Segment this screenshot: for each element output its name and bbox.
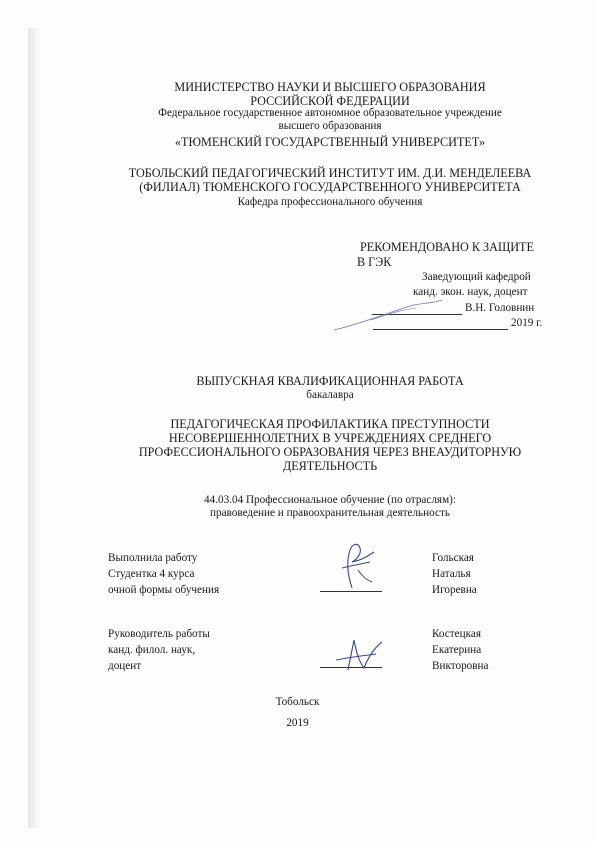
work-type: ВЫПУСКНАЯ КВАЛИФИКАЦИОННАЯ РАБОТА — [196, 374, 464, 388]
ministry-header — [60, 80, 595, 108]
ministry-line-1: МИНИСТЕРСТВО НАУКИ И ВЫСШЕГО ОБРАЗОВАНИЯ — [174, 80, 486, 94]
author-signature-image — [322, 540, 382, 592]
ministry-line-2: РОССИЙСКОЙ ФЕДЕРАЦИИ — [250, 94, 410, 108]
supervisor-name: Костецкая Екатерина Викторовна — [432, 628, 489, 672]
title-line-4: ДЕЯТЕЛЬНОСТЬ — [282, 459, 378, 473]
thesis-title — [60, 417, 595, 473]
branch-header — [60, 166, 595, 194]
approver-signature-image — [330, 296, 450, 336]
institution-header — [60, 107, 595, 133]
footer-year: 2019 — [286, 717, 309, 729]
institution-line-2: высшего образования — [278, 120, 382, 132]
author-role: Выполнила работу Студентка 4 курса очной формы обучения — [108, 552, 220, 596]
footer-city: Тобольск — [275, 696, 320, 708]
branch-line-1: ТОБОЛЬСКИЙ ПЕДАГОГИЧЕСКИЙ ИНСТИТУТ ИМ. Д.И. МЕНДЕЛЕЕВА — [128, 166, 532, 180]
specialty — [60, 494, 595, 520]
institution-line-1: Федеральное государственное автономное образовательное учреждение — [158, 107, 502, 119]
branch-line-2: (ФИЛИАЛ) ТЮМЕНСКОГО ГОСУДАРСТВЕННОГО УНИВЕРСИТЕТА — [139, 180, 521, 194]
approval-year: 2019 г. — [511, 317, 543, 329]
specialty-line-2: правоведение и правоохранительная деятельность — [210, 507, 450, 519]
approver-name: В.Н. Головнин — [465, 302, 535, 314]
recommended-label: РЕКОМЕНДОВАНО К ЗАЩИТЕ — [360, 240, 534, 254]
author-name: Гольская Наталья Игоревна — [432, 552, 477, 596]
approver-degree: канд. экон. наук, доцент — [413, 286, 528, 298]
title-line-3: ПРОФЕССИОНАЛЬНОГО ОБРАЗОВАНИЯ ЧЕРЕЗ ВНЕАУДИТОРНУЮ — [138, 445, 522, 459]
approver-position: Заведующий кафедрой — [422, 271, 531, 283]
department-name: Кафедра профессионального обучения — [237, 196, 423, 208]
title-line-1: ПЕДАГОГИЧЕСКАЯ ПРОФИЛАКТИКА ПРЕСТУПНОСТИ — [170, 417, 490, 431]
gek-label: В ГЭК — [357, 255, 392, 269]
university-name: «ТЮМЕНСКИЙ ГОСУДАРСТВЕННЫЙ УНИВЕРСИТЕТ» — [174, 135, 486, 149]
specialty-line-1: 44.03.04 Профессиональное обучение (по отраслям): — [204, 494, 456, 506]
supervisor-role: Руководитель работы канд. филол. наук, доцент — [108, 628, 210, 672]
supervisor-signature-image — [330, 634, 386, 674]
work-level: бакалавра — [306, 389, 354, 401]
title-line-2: НЕСОВЕРШЕННОЛЕТНИХ В УЧРЕЖДЕНИЯХ СРЕДНЕГО — [168, 431, 492, 445]
